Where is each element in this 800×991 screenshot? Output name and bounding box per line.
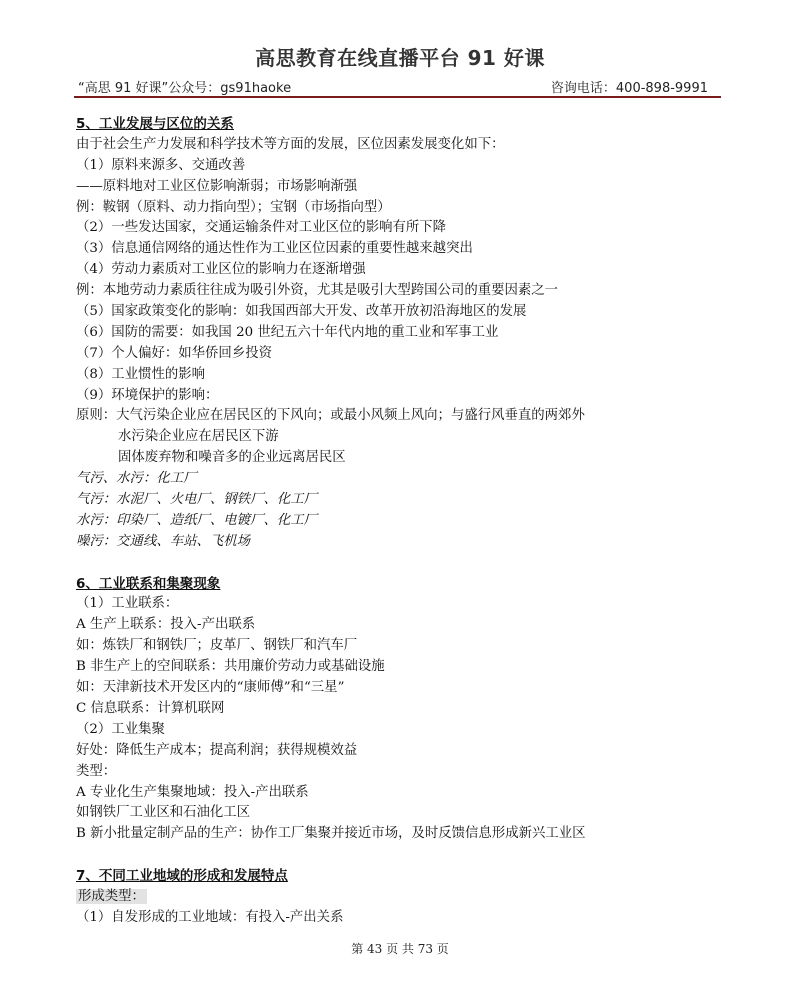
text-line: 好处：降低生产成本；提高利润；获得规模效益	[76, 742, 358, 758]
example-line: 如：天津新技术开发区内的“康师傅”和“三星”	[76, 680, 345, 696]
blank-line	[76, 845, 726, 866]
list-item: （9）环境保护的影响：	[76, 387, 219, 403]
blank-line	[76, 553, 726, 574]
pollution-line: 噪污：交通线、车站、飞机场	[76, 533, 251, 549]
example-line: 如钢铁厂工业区和石油化工区	[76, 805, 251, 821]
list-item: （1）工业联系：	[76, 596, 179, 612]
list-item: （8）工业惯性的影响	[76, 366, 206, 382]
principle-line: 原则：大气污染企业应在居民区的下风向；或最小风频上风向；与盛行风垂直的两郊外	[76, 408, 585, 424]
list-item: （6）国防的需要：如我国 20 世纪五六十年代内地的重工业和军事工业	[76, 324, 499, 340]
example-line: 例：本地劳动力素质往往成为吸引外资，尤其是吸引大型跨国公司的重要因素之一	[76, 283, 559, 299]
list-item: （2）一些发达国家，交通运输条件对工业区位的影响有所下降	[76, 220, 447, 236]
example-line: 例：鞍钢（原料、动力指向型）；宝钢（市场指向型）	[76, 199, 391, 215]
pollution-line: 气污：水泥厂、火电厂、钢铁厂、化工厂	[76, 492, 318, 508]
section-heading-6: 6、工业联系和集聚现象	[76, 575, 221, 592]
header-divider	[74, 96, 721, 98]
list-item: （3）信息通信网络的通达性作为工业区位因素的重要性越来越突出	[76, 241, 473, 257]
section-heading-5: 5、工业发展与区位的关系	[76, 116, 234, 132]
pollution-line: 水污：印染厂、造纸厂、电镀厂、化工厂	[76, 512, 318, 528]
header-title: 高思教育在线直播平台 91 好课	[255, 46, 545, 70]
page-number: 第 43 页 共 73 页	[351, 942, 449, 956]
header-wechat-account: “高思 91 好课”公众号：gs91haoke	[78, 81, 292, 96]
principle-line: 水污染企业应在居民区下游	[118, 429, 279, 445]
text-line: 类型：	[76, 763, 117, 779]
principle-line: 固体废弃物和噪音多的企业远离居民区	[118, 450, 346, 466]
highlighted-label: 形成类型：	[78, 888, 145, 904]
text-line: A 专业化生产集聚地域：投入-产出联系	[76, 784, 309, 800]
list-item: （5）国家政策变化的影响：如我国西部大开发、改革开放初沿海地区的发展	[76, 304, 527, 320]
text-line: A 生产上联系：投入-产出联系	[76, 617, 256, 633]
example-line: 如：炼铁厂和钢铁厂；皮革厂、钢铁厂和汽车厂	[76, 638, 358, 654]
text-line: B 新小批量定制产品的生产：协作工厂集聚并接近市场，及时反馈信息形成新兴工业区	[76, 826, 586, 842]
list-item: （4）劳动力素质对工业区位的影响力在逐渐增强	[76, 262, 366, 278]
pollution-line: 气污、水污：化工厂	[76, 471, 197, 487]
text-line: C 信息联系：计算机联网	[76, 700, 225, 716]
page-body	[76, 114, 726, 929]
list-item: （1）原料来源多、交通改善	[76, 157, 246, 173]
text-line: ——原料地对工业区位影响渐弱；市场影响渐强	[76, 178, 358, 194]
text-line: B 非生产上的空间联系：共用廉价劳动力或基础设施	[76, 659, 385, 675]
header-phone: 咨询电话：400-898-9991	[550, 81, 708, 96]
list-item: （7）个人偏好：如华侨回乡投资	[76, 345, 272, 361]
section-heading-7: 7、不同工业地域的形成和发展特点	[76, 868, 288, 885]
list-item: （2）工业集聚	[76, 721, 165, 737]
text-line: 由于社会生产力发展和科学技术等方面的发展，区位因素发展变化如下：	[76, 136, 505, 152]
list-item: （1）自发形成的工业地域：有投入-产出关系	[76, 909, 344, 925]
